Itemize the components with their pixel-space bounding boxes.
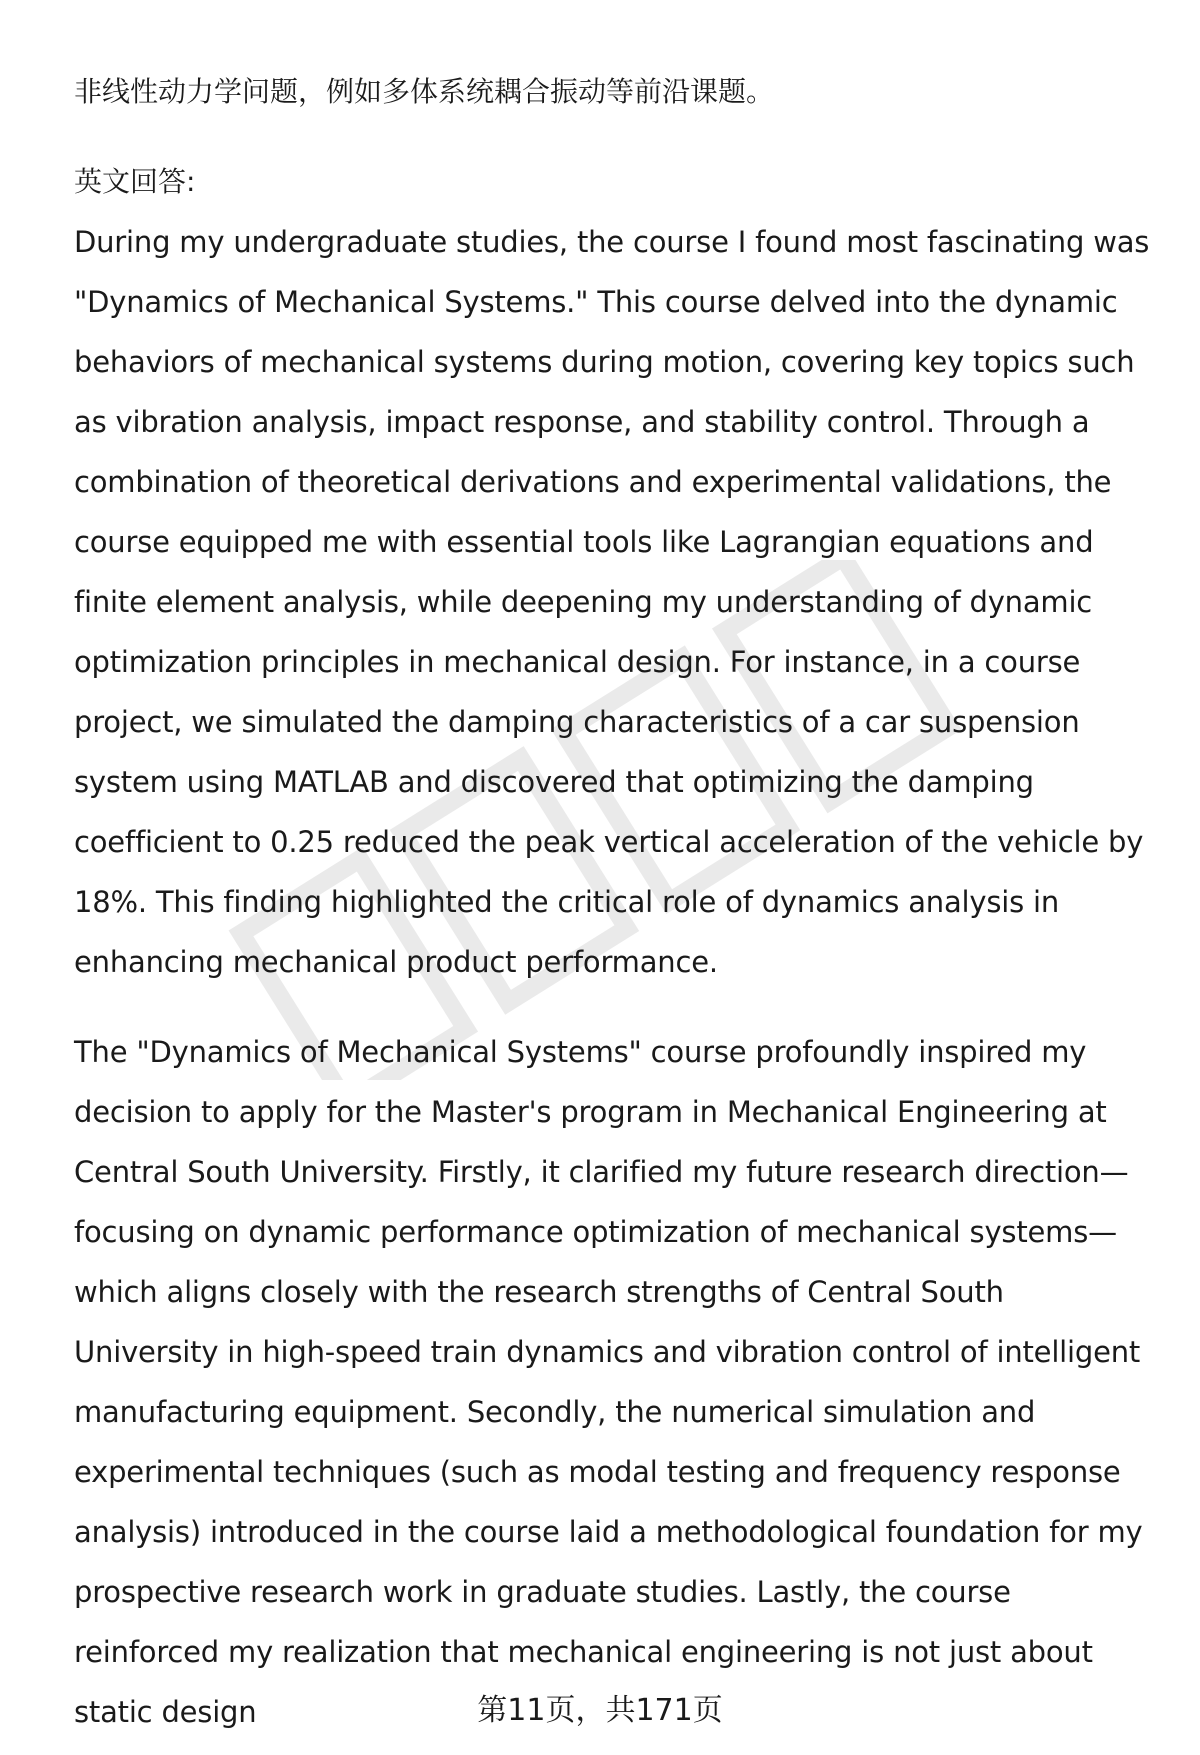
page-footer: 第11页，共171页	[477, 1693, 723, 1728]
paragraph-1: During my undergraduate studies, the course I found most fascinating was "Dynamics of Mechanical Systems." This course delved into the dynamic behaviors of mechanical systems during motion, covering key topics such as vibration analysis, impact response, and stability control. Through a combination of theoretical derivations and experimental validations, the course equipped me with essential tools like Lagrangian equations and finite element analysis, while deepening my understanding of dynamic optimization principles in mechanical design. For instance, in a course project, we simulated the damping characteristics of a car suspension system using MATLAB and discovered that optimizing the damping coefficient to 0.25 reduced the peak vertical acceleration of the vehicle by 18%. This finding highlighted the critical role of dynamics analysis in enhancing mechanical product performance.	[74, 225, 1150, 979]
top-line: 非线性动力学问题，例如多体系统耦合振动等前沿课题。	[74, 75, 775, 108]
document-page	[74, 62, 1154, 1742]
answer-label: 英文回答:	[74, 165, 196, 198]
paragraph-2: The "Dynamics of Mechanical Systems" course profoundly inspired my decision to apply for the Master's program in Mechanical Engineering at Central South University. Firstly, it clarified my future research direction—focusing on dynamic performance optimization of mechanical systems—which aligns closely with the research strengths of Central South University in high-speed train dynamics and vibration control of intelligent manufacturing equipment. Secondly, the numerical simulation and experimental techniques (such as modal testing and frequency response analysis) introduced in the course laid a methodological foundation for my prospective research work in graduate studies. Lastly, the course reinforced my realization that mechanical engineering is not just about static design	[74, 1035, 1143, 1729]
